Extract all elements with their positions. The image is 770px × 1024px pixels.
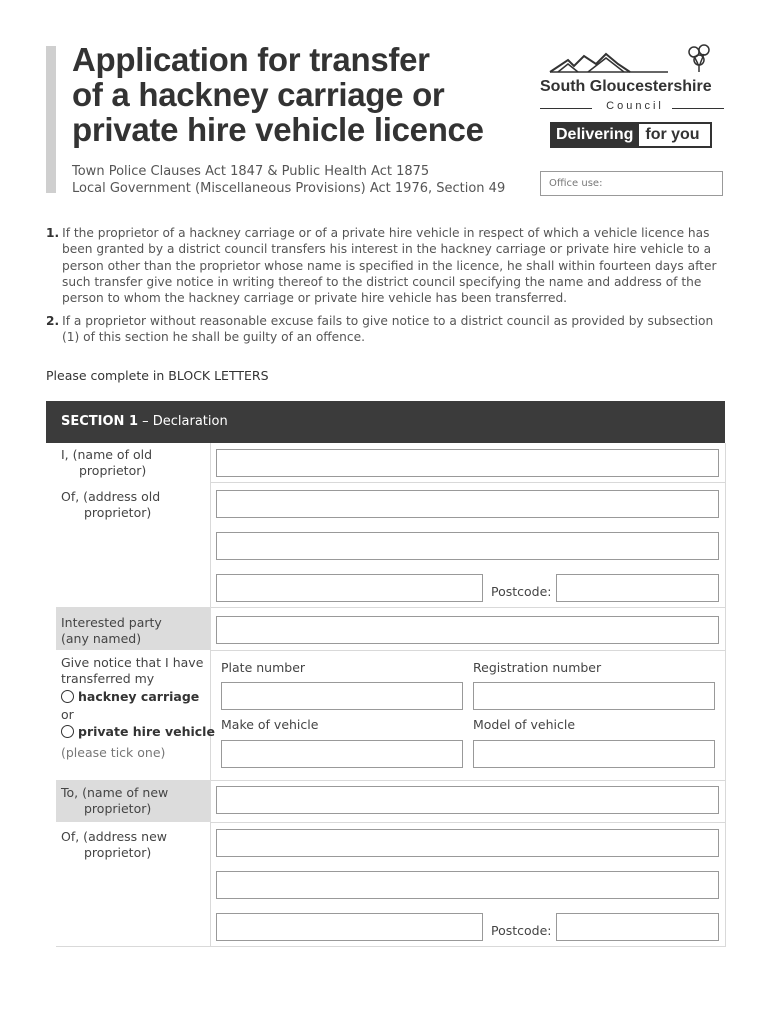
note-number: 2. <box>46 314 60 328</box>
note-1 <box>46 225 726 306</box>
option-private-hire[interactable] <box>61 724 215 739</box>
registration-number-label: Registration number <box>473 660 602 675</box>
old-name-label: I, (name of old proprietor) <box>61 447 153 478</box>
tagline-part-a: Delivering <box>552 124 639 146</box>
new-postcode-field[interactable] <box>556 913 719 941</box>
old-address-line-2-field[interactable] <box>216 532 719 560</box>
row-divider <box>210 650 725 651</box>
note-text: If the proprietor of a hackney carriage or of a private hire vehicle in respect of which a vehicle licence has been granted by a district council transfers his interest in the hackney carriage or private hire vehicle to a person other than the proprietor whose name is specified in the licence, he shall within fourteen days after such transfer give notice in writing thereof to the district council specifying the name and address of the person to whom the hackney carriage or private hire vehicle has been transferred. <box>62 226 717 306</box>
make-label: Make of vehicle <box>221 717 319 732</box>
tick-one-hint: (please tick one) <box>61 745 166 760</box>
note-number: 1. <box>46 226 60 240</box>
row-divider <box>210 822 725 823</box>
old-address-line-3-field[interactable] <box>216 574 483 602</box>
office-use-label: Office use: <box>549 178 603 189</box>
row-divider <box>210 780 725 781</box>
old-postcode-label: Postcode: <box>491 584 552 599</box>
or-text: or <box>61 707 74 722</box>
new-postcode-label: Postcode: <box>491 923 552 938</box>
registration-number-field[interactable] <box>473 682 715 710</box>
legislation-references: Town Police Clauses Act 1847 & Public Health Act 1875 Local Government (Miscellaneous Provisions) Act 1976, Section 49 <box>72 164 506 196</box>
new-name-label: To, (name of new proprietor) <box>56 780 211 822</box>
new-address-line-1-field[interactable] <box>216 829 719 857</box>
table-bottom-border <box>56 946 726 947</box>
option-hackney[interactable] <box>61 689 199 704</box>
logo-rule-left <box>540 108 592 109</box>
block-letters-instruction: Please complete in BLOCK LETTERS <box>46 368 269 383</box>
office-use-box[interactable] <box>540 171 723 196</box>
header-accent-bar <box>46 46 56 193</box>
model-field[interactable] <box>473 740 715 768</box>
section-dash: – <box>138 414 153 429</box>
notice-label: Give notice that I have transferred my <box>61 655 204 686</box>
section-number: SECTION 1 <box>61 414 138 429</box>
hackney-label: hackney carriage <box>78 689 200 704</box>
council-logo-icon <box>548 42 718 76</box>
table-right-border <box>725 443 726 946</box>
interested-party-label: Interested party (any named) <box>56 607 211 650</box>
new-address-label: Of, (address new proprietor) <box>61 829 167 860</box>
old-address-line-1-field[interactable] <box>216 490 719 518</box>
row-divider <box>210 482 725 483</box>
old-address-label: Of, (address old proprietor) <box>61 489 161 520</box>
private-hire-label: private hire vehicle <box>78 724 215 739</box>
plate-number-field[interactable] <box>221 682 463 710</box>
council-subtitle-row <box>540 100 724 116</box>
row-divider <box>210 607 725 608</box>
plate-number-label: Plate number <box>221 660 306 675</box>
tagline-part-b: for you <box>645 126 700 143</box>
old-proprietor-name-field[interactable] <box>216 449 719 477</box>
section-title: Declaration <box>152 414 228 429</box>
interested-party-field[interactable] <box>216 616 719 644</box>
council-name: South Gloucestershire <box>540 78 712 95</box>
new-address-line-3-field[interactable] <box>216 913 483 941</box>
hackney-radio-icon[interactable] <box>61 690 74 703</box>
note-2 <box>46 313 726 346</box>
make-field[interactable] <box>221 740 463 768</box>
page-title: Application for transfer of a hackney carriage or private hire vehicle licence <box>72 41 484 148</box>
council-tagline <box>550 122 712 148</box>
new-address-line-2-field[interactable] <box>216 871 719 899</box>
note-text: If a proprietor without reasonable excuse fails to give notice to a district council as provided by subsection (1) of this section he shall be guilty of an offence. <box>62 314 714 345</box>
private-hire-radio-icon[interactable] <box>61 725 74 738</box>
new-proprietor-name-field[interactable] <box>216 786 719 814</box>
council-subtitle: Council <box>606 100 664 112</box>
logo-rule-right <box>672 108 724 109</box>
section-1-header <box>46 401 725 443</box>
old-postcode-field[interactable] <box>556 574 719 602</box>
model-label: Model of vehicle <box>473 717 576 732</box>
